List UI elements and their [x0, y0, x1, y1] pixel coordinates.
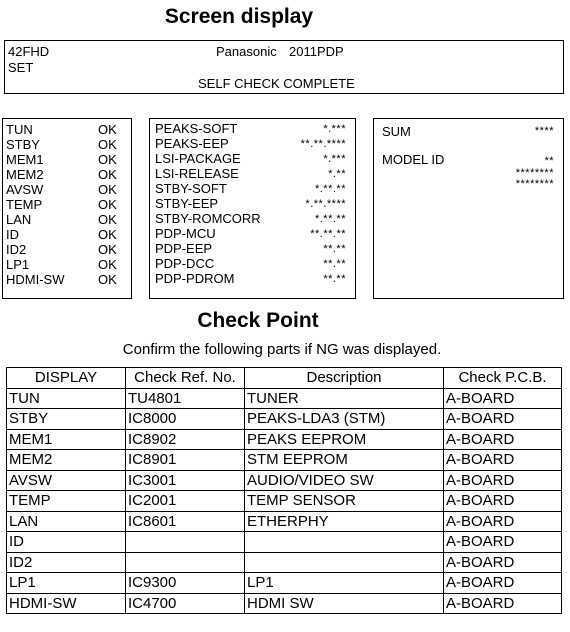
status-row-label: STBY [6, 137, 40, 152]
check-point-table [6, 367, 562, 614]
table-cell: A-BOARD [444, 491, 562, 512]
status-row-label: LP1 [6, 257, 30, 272]
version-row-value: **.** [323, 258, 346, 270]
table-cell: TEMP SENSOR [245, 491, 444, 512]
status-row [3, 122, 131, 137]
version-row [150, 271, 355, 286]
table-cell: MEM1 [7, 429, 126, 450]
table-cell: AVSW [7, 470, 126, 491]
status-row-value: OK [98, 167, 117, 182]
table-cell: A-BOARD [444, 388, 562, 409]
product-label: 2011PDP [289, 44, 344, 59]
table-cell [126, 552, 245, 573]
table-row [7, 470, 562, 491]
version-row-label: PEAKS-SOFT [155, 121, 238, 136]
version-row-label: PDP-PDROM [155, 271, 235, 286]
header-box [4, 40, 564, 94]
table-cell: LAN [7, 511, 126, 532]
table-cell: PEAKS EEPROM [245, 429, 444, 450]
table-cell: IC4700 [126, 593, 245, 614]
table-cell [126, 532, 245, 553]
version-row-label: STBY-EEP [155, 196, 219, 211]
version-row [150, 241, 355, 256]
sum-value: **** [534, 125, 554, 137]
status-row-label: ID [6, 227, 19, 242]
status-row [3, 137, 131, 152]
version-row-label: LSI-RELEASE [155, 166, 239, 181]
status-row-label: MEM2 [6, 167, 44, 182]
status-row [3, 272, 131, 287]
column-header: Check P.C.B. [444, 368, 562, 389]
version-row [150, 196, 355, 211]
version-row [150, 211, 355, 226]
table-cell: A-BOARD [444, 511, 562, 532]
table-cell: TUN [7, 388, 126, 409]
status-row [3, 242, 131, 257]
status-row-label: LAN [6, 212, 32, 227]
table-cell: STBY [7, 409, 126, 430]
table-cell: LP1 [7, 573, 126, 594]
table-cell: TUNER [245, 388, 444, 409]
table-cell: A-BOARD [444, 429, 562, 450]
status-row-value: OK [98, 137, 117, 152]
table-cell: A-BOARD [444, 573, 562, 594]
status-row [3, 212, 131, 227]
table-cell: AUDIO/VIDEO SW [245, 470, 444, 491]
table-cell: A-BOARD [444, 450, 562, 471]
table-cell: PEAKS-LDA3 (STM) [245, 409, 444, 430]
table-cell: IC8901 [126, 450, 245, 471]
version-list-box [149, 118, 356, 299]
status-row [3, 167, 131, 182]
table-row [7, 532, 562, 553]
table-cell: A-BOARD [444, 532, 562, 553]
version-row-value: *.*** [323, 123, 346, 135]
table-row [7, 573, 562, 594]
status-row-value: OK [98, 197, 117, 212]
table-row [7, 593, 562, 614]
status-list-box [2, 118, 132, 299]
column-header: Description [245, 368, 444, 389]
status-row-label: TEMP [6, 197, 43, 212]
table-cell: ID2 [7, 552, 126, 573]
version-row [150, 181, 355, 196]
table-cell: ID [7, 532, 126, 553]
check-point-subtitle: Confirm the following parts if NG was displayed. [122, 341, 442, 358]
status-row [3, 152, 131, 167]
sum-label: SUM [382, 124, 411, 139]
version-row [150, 121, 355, 136]
table-row [7, 511, 562, 532]
table-cell: STM EEPROM [245, 450, 444, 471]
check-point-title: Check Point [197, 309, 319, 332]
version-row [150, 151, 355, 166]
model-id-value-2: ******** [515, 167, 554, 179]
model-id-value-3: ******** [515, 178, 554, 190]
set-label: SET [8, 60, 34, 75]
table-cell: A-BOARD [444, 409, 562, 430]
column-header: Check Ref. No. [126, 368, 245, 389]
table-cell: IC8000 [126, 409, 245, 430]
model-label: 42FHD [8, 44, 50, 59]
status-row [3, 197, 131, 212]
table-cell: IC8601 [126, 511, 245, 532]
table-row [7, 552, 562, 573]
table-cell: ETHERPHY [245, 511, 444, 532]
status-row [3, 227, 131, 242]
version-row-label: STBY-ROMCORR [155, 211, 261, 226]
status-row [3, 182, 131, 197]
status-row [3, 257, 131, 272]
table-cell: HDMI SW [245, 593, 444, 614]
version-row-value: *.**.** [314, 213, 346, 225]
status-row-label: AVSW [6, 182, 44, 197]
status-row-label: MEM1 [6, 152, 44, 167]
table-header-row [7, 368, 562, 389]
version-row-value: **.** [323, 273, 346, 285]
status-row-label: TUN [6, 122, 33, 137]
version-row-value: **.**.** [310, 228, 346, 240]
model-id-label: MODEL ID [382, 152, 445, 167]
version-row-value: *.*** [323, 153, 346, 165]
version-row-value: *.**.**** [305, 198, 346, 210]
table-cell: IC3001 [126, 470, 245, 491]
status-row-value: OK [98, 257, 117, 272]
version-row-value: **.** [323, 243, 346, 255]
version-row-label: LSI-PACKAGE [155, 151, 241, 166]
table-cell: A-BOARD [444, 470, 562, 491]
status-row-value: OK [98, 182, 117, 197]
table-cell: TU4801 [126, 388, 245, 409]
table-row [7, 491, 562, 512]
version-row-label: PEAKS-EEP [155, 136, 229, 151]
brand-label: Panasonic [216, 44, 277, 59]
table-cell: IC9300 [126, 573, 245, 594]
status-row-value: OK [98, 242, 117, 257]
table-cell: TEMP [7, 491, 126, 512]
table-cell: IC2001 [126, 491, 245, 512]
status-row-label: ID2 [6, 242, 27, 257]
version-row-label: PDP-DCC [155, 256, 215, 271]
version-row-value: *.**.** [314, 183, 346, 195]
status-row-value: OK [98, 122, 117, 137]
table-cell: HDMI-SW [7, 593, 126, 614]
table-row [7, 409, 562, 430]
table-cell: MEM2 [7, 450, 126, 471]
table-cell: A-BOARD [444, 552, 562, 573]
table-cell: A-BOARD [444, 593, 562, 614]
table-cell [245, 552, 444, 573]
version-row [150, 166, 355, 181]
status-row-value: OK [98, 212, 117, 227]
version-row-label: PDP-EEP [155, 241, 213, 256]
version-row-value: *.** [328, 168, 346, 180]
status-row-value: OK [98, 272, 117, 287]
table-row [7, 388, 562, 409]
version-row-label: STBY-SOFT [155, 181, 227, 196]
column-header: DISPLAY [7, 368, 126, 389]
table-row [7, 429, 562, 450]
screen-display-title: Screen display [164, 5, 314, 28]
model-id-value-1: ** [544, 155, 554, 167]
version-row-value: **.**.**** [300, 138, 346, 150]
sum-model-box [373, 118, 564, 299]
status-row-label: HDMI-SW [6, 272, 65, 287]
version-row [150, 226, 355, 241]
self-check-status: SELF CHECK COMPLETE [198, 76, 355, 91]
table-cell: LP1 [245, 573, 444, 594]
version-row-label: PDP-MCU [155, 226, 216, 241]
table-cell [245, 532, 444, 553]
status-row-value: OK [98, 152, 117, 167]
status-row-value: OK [98, 227, 117, 242]
version-row [150, 256, 355, 271]
table-row [7, 450, 562, 471]
table-cell: IC8902 [126, 429, 245, 450]
version-row [150, 136, 355, 151]
